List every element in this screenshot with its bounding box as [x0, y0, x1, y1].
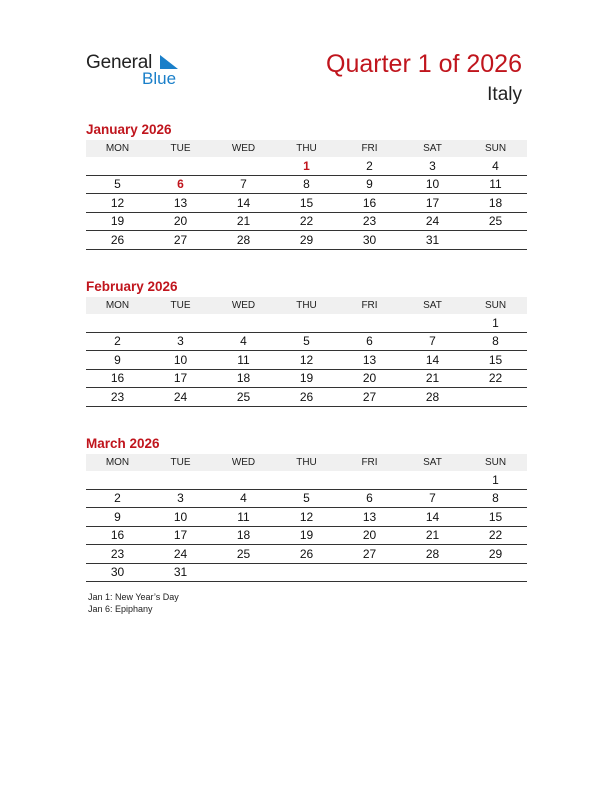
weekday-header: TUE	[149, 454, 212, 471]
day-cell: 24	[149, 388, 212, 407]
day-cell: 22	[464, 526, 527, 545]
day-cell	[401, 471, 464, 489]
day-cell: 12	[275, 351, 338, 370]
day-cell: 28	[401, 388, 464, 407]
day-cell: 3	[149, 332, 212, 351]
weekday-header-row	[86, 140, 527, 157]
day-cell	[86, 157, 149, 175]
holiday-notes	[88, 591, 179, 615]
day-cell	[149, 314, 212, 332]
week-row	[86, 489, 527, 508]
day-cell	[212, 157, 275, 175]
day-cell: 17	[401, 194, 464, 213]
day-cell: 23	[338, 212, 401, 231]
day-cell	[275, 314, 338, 332]
day-cell: 2	[86, 489, 149, 508]
weekday-header: SUN	[464, 297, 527, 314]
month-grid	[86, 140, 527, 250]
week-row	[86, 351, 527, 370]
day-cell: 14	[212, 194, 275, 213]
day-cell: 15	[464, 508, 527, 527]
weekday-header: FRI	[338, 140, 401, 157]
day-cell: 31	[149, 563, 212, 582]
month-grid	[86, 454, 527, 582]
day-cell: 24	[149, 545, 212, 564]
weekday-header: MON	[86, 297, 149, 314]
day-cell	[149, 157, 212, 175]
day-cell: 7	[401, 332, 464, 351]
day-cell: 10	[149, 508, 212, 527]
week-row	[86, 563, 527, 582]
day-cell	[464, 231, 527, 250]
day-cell: 25	[464, 212, 527, 231]
day-cell: 13	[149, 194, 212, 213]
holiday-note: Jan 6: Epiphany	[88, 604, 153, 614]
day-cell: 27	[338, 545, 401, 564]
day-cell: 10	[401, 175, 464, 194]
day-cell: 7	[401, 489, 464, 508]
day-cell: 15	[464, 351, 527, 370]
weekday-header: MON	[86, 454, 149, 471]
month-calendar	[86, 278, 527, 407]
week-row	[86, 471, 527, 489]
day-cell: 11	[464, 175, 527, 194]
weekday-header: THU	[275, 454, 338, 471]
day-cell: 31	[401, 231, 464, 250]
day-cell: 20	[149, 212, 212, 231]
week-row	[86, 175, 527, 194]
day-cell: 7	[212, 175, 275, 194]
logo-general-text: General	[86, 52, 153, 73]
day-cell: 30	[338, 231, 401, 250]
day-cell: 21	[401, 369, 464, 388]
day-cell: 27	[338, 388, 401, 407]
day-cell: 14	[401, 351, 464, 370]
day-cell: 19	[86, 212, 149, 231]
weekday-header: SAT	[401, 140, 464, 157]
day-cell	[86, 471, 149, 489]
day-cell	[275, 471, 338, 489]
day-cell: 22	[464, 369, 527, 388]
week-row	[86, 508, 527, 527]
day-cell	[212, 471, 275, 489]
day-cell: 6	[338, 332, 401, 351]
day-cell: 8	[464, 332, 527, 351]
logo-flag-icon	[160, 55, 178, 69]
day-cell: 30	[86, 563, 149, 582]
day-cell: 27	[149, 231, 212, 250]
day-cell: 13	[338, 351, 401, 370]
day-cell: 26	[86, 231, 149, 250]
day-cell: 8	[464, 489, 527, 508]
day-cell: 26	[275, 545, 338, 564]
day-cell: 9	[86, 508, 149, 527]
day-cell: 20	[338, 526, 401, 545]
day-cell: 1	[464, 314, 527, 332]
day-cell: 17	[149, 526, 212, 545]
day-cell: 1	[464, 471, 527, 489]
day-cell: 26	[275, 388, 338, 407]
day-cell: 19	[275, 369, 338, 388]
day-cell: 3	[401, 157, 464, 175]
week-row	[86, 388, 527, 407]
weekday-header-row	[86, 297, 527, 314]
day-cell	[464, 388, 527, 407]
weekday-header: FRI	[338, 297, 401, 314]
day-cell: 29	[464, 545, 527, 564]
week-row	[86, 369, 527, 388]
day-cell	[275, 563, 338, 582]
day-cell	[212, 314, 275, 332]
weekday-header: SUN	[464, 454, 527, 471]
week-row	[86, 231, 527, 250]
day-cell	[401, 563, 464, 582]
day-cell: 22	[275, 212, 338, 231]
weekday-header-row	[86, 454, 527, 471]
day-cell: 18	[212, 526, 275, 545]
day-cell: 12	[275, 508, 338, 527]
weekday-header: THU	[275, 297, 338, 314]
day-cell	[464, 563, 527, 582]
day-cell	[401, 314, 464, 332]
day-cell: 11	[212, 351, 275, 370]
day-cell: 8	[275, 175, 338, 194]
day-cell: 6	[149, 175, 212, 194]
month-calendar	[86, 435, 527, 582]
country-name: Italy	[487, 84, 522, 105]
day-cell	[86, 314, 149, 332]
day-cell: 17	[149, 369, 212, 388]
week-row	[86, 157, 527, 175]
week-row	[86, 314, 527, 332]
day-cell: 24	[401, 212, 464, 231]
day-cell: 16	[338, 194, 401, 213]
day-cell: 28	[212, 231, 275, 250]
day-cell	[338, 314, 401, 332]
week-row	[86, 545, 527, 564]
weekday-header: TUE	[149, 297, 212, 314]
month-calendar	[86, 121, 527, 250]
day-cell: 5	[275, 332, 338, 351]
day-cell: 16	[86, 526, 149, 545]
day-cell	[149, 471, 212, 489]
day-cell: 11	[212, 508, 275, 527]
generalblue-logo	[86, 52, 186, 92]
day-cell: 18	[464, 194, 527, 213]
day-cell: 1	[275, 157, 338, 175]
day-cell: 2	[338, 157, 401, 175]
day-cell: 25	[212, 545, 275, 564]
weekday-header: FRI	[338, 454, 401, 471]
day-cell: 5	[275, 489, 338, 508]
weekday-header: WED	[212, 454, 275, 471]
weekday-header: MON	[86, 140, 149, 157]
day-cell: 5	[86, 175, 149, 194]
week-row	[86, 194, 527, 213]
weekday-header: SAT	[401, 297, 464, 314]
page-title: Quarter 1 of 2026	[326, 50, 522, 78]
day-cell: 21	[401, 526, 464, 545]
day-cell: 23	[86, 388, 149, 407]
month-title: February 2026	[86, 279, 178, 294]
day-cell: 4	[464, 157, 527, 175]
weekday-header: SUN	[464, 140, 527, 157]
logo-blue-text: Blue	[142, 69, 177, 88]
day-cell: 23	[86, 545, 149, 564]
day-cell: 18	[212, 369, 275, 388]
day-cell: 9	[338, 175, 401, 194]
day-cell	[212, 563, 275, 582]
day-cell: 20	[338, 369, 401, 388]
day-cell	[338, 471, 401, 489]
day-cell: 6	[338, 489, 401, 508]
day-cell: 29	[275, 231, 338, 250]
weekday-header: WED	[212, 140, 275, 157]
day-cell: 21	[212, 212, 275, 231]
weekday-header: WED	[212, 297, 275, 314]
weekday-header: TUE	[149, 140, 212, 157]
day-cell: 14	[401, 508, 464, 527]
day-cell: 25	[212, 388, 275, 407]
weekday-header: SAT	[401, 454, 464, 471]
day-cell	[338, 563, 401, 582]
day-cell: 12	[86, 194, 149, 213]
day-cell: 3	[149, 489, 212, 508]
month-grid	[86, 297, 527, 407]
week-row	[86, 332, 527, 351]
day-cell: 15	[275, 194, 338, 213]
week-row	[86, 212, 527, 231]
day-cell: 9	[86, 351, 149, 370]
day-cell: 28	[401, 545, 464, 564]
holiday-note: Jan 1: New Year’s Day	[88, 592, 179, 602]
weekday-header: THU	[275, 140, 338, 157]
day-cell: 4	[212, 489, 275, 508]
day-cell: 2	[86, 332, 149, 351]
day-cell: 13	[338, 508, 401, 527]
day-cell: 4	[212, 332, 275, 351]
day-cell: 16	[86, 369, 149, 388]
week-row	[86, 526, 527, 545]
month-title: March 2026	[86, 436, 160, 451]
day-cell: 10	[149, 351, 212, 370]
month-title: January 2026	[86, 122, 172, 137]
day-cell: 19	[275, 526, 338, 545]
